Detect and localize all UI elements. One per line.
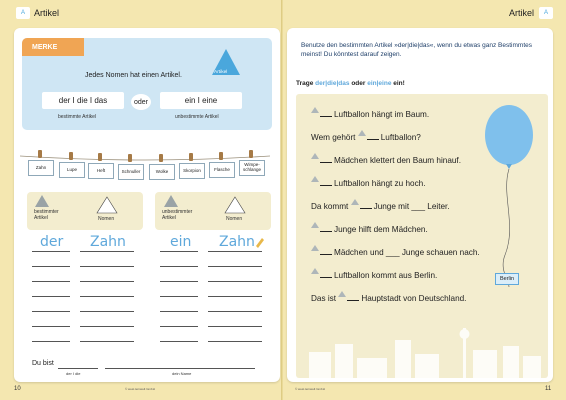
sentence-1: Luftballon hängt im Baum. [311,107,429,119]
clothes-peg-icon [219,152,223,160]
clothes-peg-icon [189,153,193,161]
sentence-6: Junge hilft dem Mädchen. [311,222,428,234]
berlin-skyline-illustration [303,300,543,378]
balloon-tag: Berlin [495,273,519,285]
sentence-3: Mädchen klettert den Baum hinauf. [311,153,461,165]
footer-left: © west.lernwelt GmbH [125,387,155,391]
word-card: Skorpion [179,163,205,179]
example-indefinite-article: ein [170,234,192,250]
du-bist-name-line [105,368,255,369]
word-card: Schnuller [118,164,144,180]
sentence-8: Luftballon kommt aus Berlin. [311,268,437,280]
table1-col1-label: bestimmter Artikel [34,209,59,221]
table2-col1-label: unbestimmter Artikel [162,209,193,221]
definite-triangle-icon [34,194,50,208]
word-card: Heft [88,163,114,179]
sentence-4: Luftballon hängt zu hoch. [311,176,426,188]
header-a-icon: A [16,7,30,19]
word-card: Zahn [28,160,54,176]
word-card: Flasche [209,162,235,178]
page-number-left: 10 [14,386,21,392]
example-definite-article: der [40,234,64,250]
sentence-7: Mädchen und ___ Junge schauen nach. [311,245,480,257]
page-number-right: 11 [545,386,552,392]
word-card: Lupe [59,162,85,178]
sentence-9: Das ist Hauptstadt von Deutschland. [311,291,466,303]
du-bist-caption-name: dein Name [172,371,192,376]
left-header-title: Artikel [34,8,60,18]
task-instruction: Trage der|die|das oder ein|eine ein! [296,80,405,87]
word-card: Wimpe-schlange [239,160,265,176]
indefinite-triangle-icon [163,194,179,208]
sentence-2: Wem gehört Luftballon? [311,130,421,142]
rule-text: Jedes Nomen hat einen Artikel. [85,72,182,79]
right-header-title: Artikel [509,8,535,18]
balloon-illustration [479,105,539,295]
example-noun-2: Zahn [219,234,255,250]
noun-triangle-icon [224,196,246,214]
footer-right: © west.lernwelt GmbH [295,387,325,391]
clothes-peg-icon [159,154,163,162]
clothes-peg-icon [128,154,132,162]
clothes-peg-icon [98,153,102,161]
sentence-5: Da kommt Junge mit ___ Leiter. [311,199,450,211]
du-bist-caption-article: der I die [66,371,81,376]
clothes-peg-icon [249,150,253,158]
indefinite-articles-box: ein I eine [160,92,242,109]
clothes-peg-icon [69,152,73,160]
word-card: Wolke [149,164,175,180]
table2-col2-label: Nomen [226,216,243,222]
indefinite-caption: unbestimmte Artikel [175,114,219,120]
definite-caption: bestimmte Artikel [58,114,97,120]
oder-bubble: oder [131,94,151,110]
header-a-icon: A [539,7,553,19]
du-bist-article-line [58,368,98,369]
definite-articles-box: der I die I das [42,92,124,109]
intro-text: Benutze den bestimmten Artikel »der|die|das«, wenn du etwas ganz Bestimmtes meinst! Du könntest darauf zeigen. [301,42,533,58]
clothes-peg-icon [38,150,42,158]
right-page [283,0,566,400]
table1-col2-label: Nomen [98,216,115,222]
noun-triangle-icon [96,196,118,214]
example-noun-1: Zahn [90,234,126,250]
du-bist-label: Du bist [32,360,54,367]
artikel-triangle-label: Artikel [214,70,228,75]
pencil-icon [254,236,264,248]
merke-label: MERKE [22,38,84,56]
